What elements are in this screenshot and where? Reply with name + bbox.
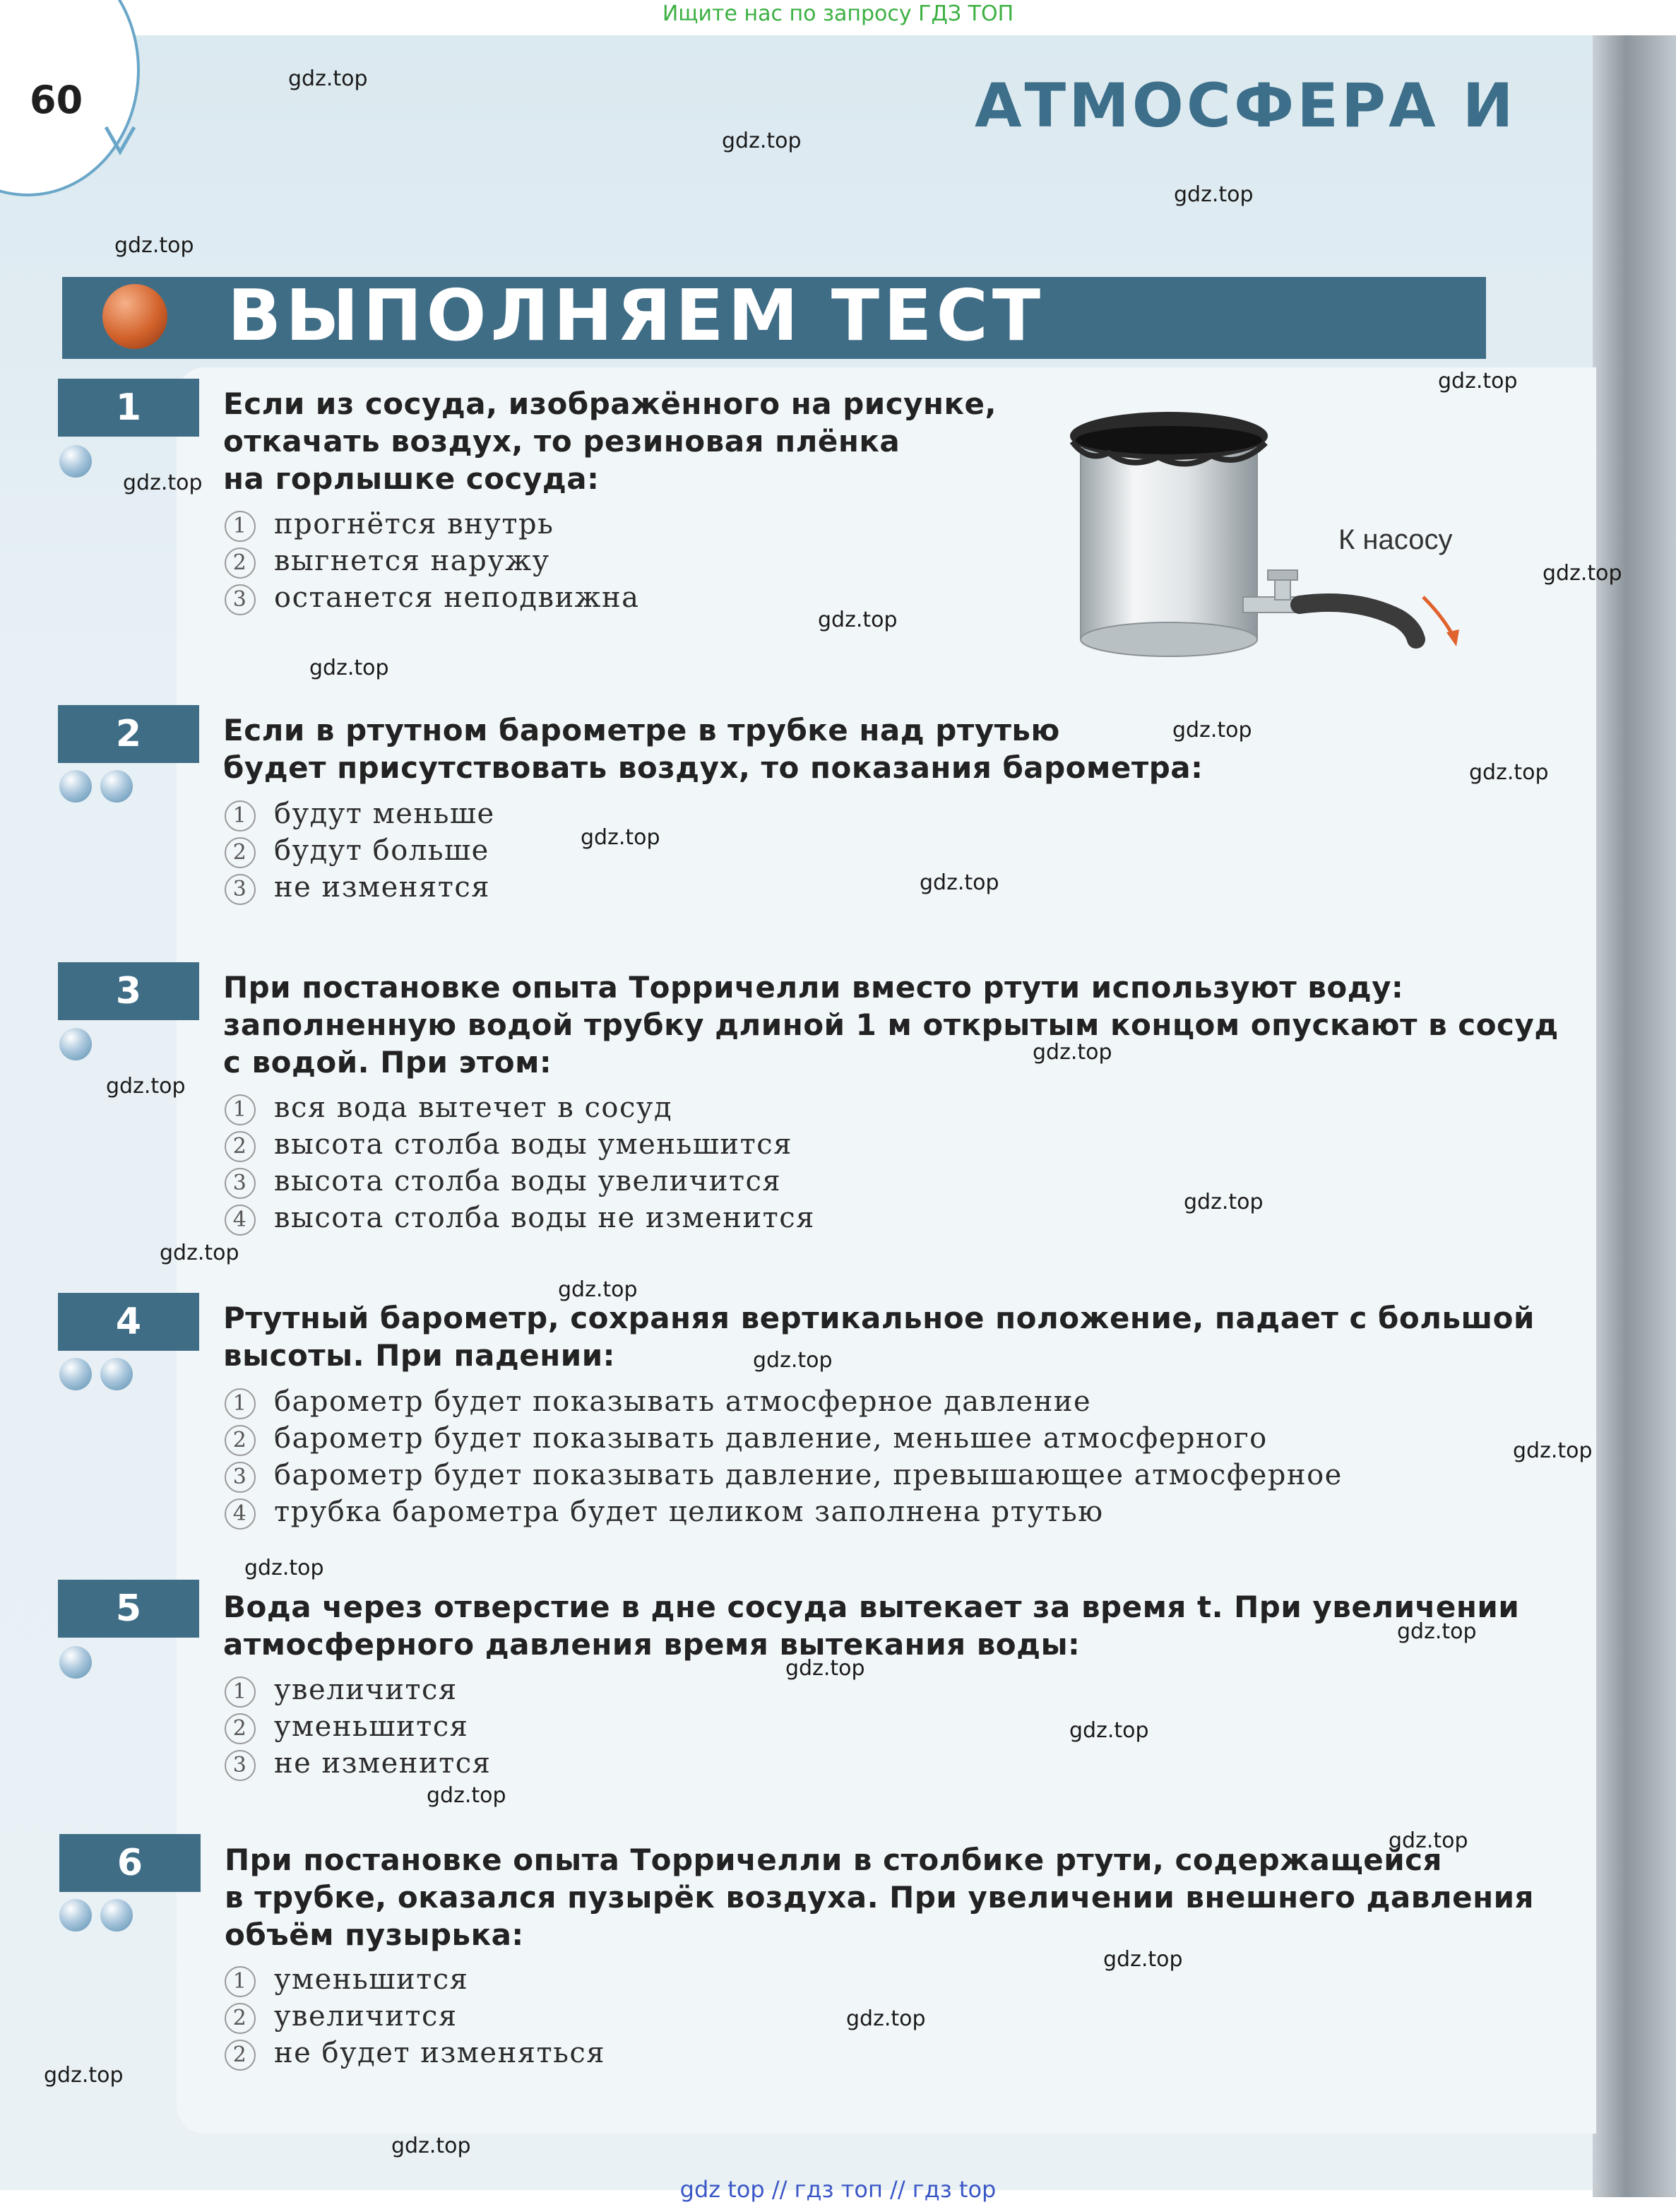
question-line: При постановке опыта Торричелли в столбике ртути, содержащейся	[225, 1843, 1443, 1877]
watermark: gdz.top	[1389, 1828, 1468, 1853]
option-number: 4	[225, 1205, 256, 1236]
option-text: высота столба воды уменьшится	[274, 1128, 792, 1161]
option-number: 3	[225, 874, 256, 905]
watermark: gdz.top	[1543, 561, 1622, 586]
option-text: барометр будет показывать атмосферное давление	[274, 1385, 1092, 1418]
question-line: заполненную водой трубку длиной 1 м открытым концом опускают в сосуд	[223, 1007, 1559, 1042]
question-text	[223, 1588, 1519, 1663]
question-line: высоты. При падении:	[223, 1338, 615, 1373]
option-number: 2	[225, 2040, 256, 2071]
answer-options	[225, 1089, 815, 1236]
answer-options	[225, 1961, 605, 2071]
option-text: вся вода вытечет в сосуд	[274, 1092, 673, 1124]
option-number: 2	[225, 1713, 256, 1744]
difficulty-dot-icon	[59, 1028, 92, 1060]
option-text: будут больше	[274, 834, 489, 867]
watermark: gdz.top	[1438, 369, 1518, 394]
watermark: gdz.top	[244, 1556, 324, 1580]
answer-option[interactable]	[225, 1961, 605, 1998]
answer-option[interactable]	[225, 1745, 491, 1782]
question-line: с водой. При этом:	[223, 1045, 552, 1080]
watermark: gdz.top	[1513, 1438, 1593, 1463]
watermark: gdz.top	[106, 1074, 186, 1099]
difficulty-dot-icon	[100, 1899, 133, 1932]
watermark: gdz.top	[309, 656, 389, 680]
option-number: 2	[225, 837, 256, 868]
difficulty-dot-icon	[100, 1358, 133, 1390]
watermark: gdz.top	[391, 2134, 471, 2158]
option-text: уменьшится	[274, 1963, 469, 1996]
watermark: gdz.top	[753, 1348, 833, 1373]
watermark: gdz.top	[1397, 1619, 1477, 1644]
option-number: 1	[225, 800, 256, 832]
question-text	[223, 1299, 1535, 1374]
watermark: gdz.top	[288, 66, 368, 91]
watermark: gdz.top	[785, 1656, 865, 1681]
watermark: gdz.top	[846, 2006, 926, 2031]
option-number: 3	[225, 584, 256, 615]
corner-arrow-icon	[99, 120, 141, 162]
question-number: 5	[58, 1580, 199, 1638]
question-text	[223, 385, 997, 497]
question-line: объём пузырька:	[225, 1917, 524, 1952]
option-number: 2	[225, 2003, 256, 2034]
footer-links[interactable]: gdz top // гдз топ // гдз top	[679, 2176, 997, 2203]
option-number: 3	[225, 1168, 256, 1199]
difficulty-dot-icon	[59, 1899, 92, 1932]
difficulty-dot-icon	[59, 1358, 92, 1390]
question-number: 4	[58, 1293, 199, 1351]
question-line: на горлышке сосуда:	[223, 461, 600, 496]
option-number: 4	[225, 1498, 256, 1530]
question-number: 1	[58, 379, 199, 437]
answer-option[interactable]	[225, 1998, 605, 2035]
answer-option[interactable]	[225, 1383, 1343, 1420]
option-text: не будет изменяться	[274, 2037, 606, 2069]
watermark: gdz.top	[114, 233, 194, 258]
watermark: gdz.top	[722, 129, 802, 153]
question-line: Если из сосуда, изображённого на рисунке,	[223, 386, 997, 421]
difficulty-dot-icon	[59, 1646, 92, 1679]
answer-option[interactable]	[225, 1708, 491, 1745]
answer-option[interactable]	[225, 2035, 605, 2071]
answer-option[interactable]	[225, 832, 495, 869]
answer-option[interactable]	[225, 1126, 815, 1163]
answer-options	[225, 1672, 491, 1782]
option-text: высота столба воды увеличится	[274, 1165, 782, 1197]
answer-option[interactable]	[225, 543, 639, 579]
question-line: атмосферного давления время вытекания воды:	[223, 1627, 1081, 1662]
option-text: не изменятся	[274, 871, 490, 904]
answer-option[interactable]	[225, 1457, 1343, 1494]
answer-option[interactable]	[225, 1494, 1343, 1530]
question-line: откачать воздух, то резиновая плёнка	[223, 424, 901, 459]
answer-option[interactable]	[225, 869, 495, 906]
option-number: 1	[225, 1966, 256, 1997]
option-number: 2	[225, 548, 256, 579]
difficulty-dot-icon	[59, 445, 92, 478]
option-text: выгнется наружу	[274, 545, 550, 577]
answer-option[interactable]	[225, 1163, 815, 1200]
question-line: При постановке опыта Торричелли вместо ртути используют воду:	[223, 970, 1404, 1005]
watermark: gdz.top	[1469, 760, 1549, 785]
difficulty-dot-icon	[59, 770, 92, 803]
question-number: 2	[58, 705, 199, 763]
answer-option[interactable]	[225, 1089, 815, 1126]
watermark: gdz.top	[558, 1277, 638, 1302]
option-text: будут меньше	[274, 798, 495, 830]
pump-label: К насосу	[1338, 524, 1453, 555]
answer-option[interactable]	[225, 1672, 491, 1708]
option-number: 1	[225, 511, 256, 542]
option-text: барометр будет показывать давление, превышающее атмосферное	[274, 1459, 1343, 1491]
option-text: не изменится	[274, 1747, 492, 1780]
option-number: 3	[225, 1462, 256, 1493]
watermark: gdz.top	[1184, 1190, 1264, 1214]
answer-options	[225, 796, 495, 906]
answer-option[interactable]	[225, 1420, 1343, 1457]
page-number: 60	[30, 78, 83, 122]
option-text: уменьшится	[274, 1710, 469, 1743]
section-title: ВЫПОЛНЯЕМ ТЕСТ	[227, 274, 1045, 357]
option-text: трубка барометра будет целиком заполнена ртутью	[274, 1496, 1104, 1528]
watermark: gdz.top	[581, 825, 660, 850]
watermark: gdz.top	[1069, 1718, 1149, 1743]
question-number: 3	[58, 962, 199, 1020]
option-text: высота столба воды не изменится	[274, 1202, 815, 1234]
question-text	[223, 969, 1559, 1081]
answer-option[interactable]	[225, 796, 495, 832]
option-number: 3	[225, 1750, 256, 1781]
watermark: gdz.top	[818, 608, 898, 632]
option-number: 1	[225, 1094, 256, 1125]
option-text: прогнётся внутрь	[274, 508, 554, 540]
answer-options	[225, 506, 639, 616]
watermark: gdz.top	[1103, 1947, 1183, 1972]
question-line: будет присутствовать воздух, то показания барометра:	[223, 750, 1203, 785]
answer-option[interactable]	[225, 579, 639, 616]
watermark: gdz.top	[1174, 182, 1254, 207]
question-line: Если в ртутном барометре в трубке над ртутью	[223, 713, 1060, 747]
question-number: 6	[59, 1834, 201, 1892]
difficulty-dot-icon	[100, 770, 133, 803]
top-search-banner[interactable]: Ищите нас по запросу ГДЗ ТОП	[662, 1, 1014, 26]
answer-option[interactable]	[225, 506, 639, 543]
chapter-title: АТМОСФЕРА И	[975, 71, 1516, 141]
page-edge-shadow	[1593, 35, 1676, 2197]
watermark: gdz.top	[427, 1783, 506, 1808]
option-number: 2	[225, 1425, 256, 1456]
answer-options	[225, 1383, 1343, 1530]
question-line: Вода через отверстие в дне сосуда вытекает за время t. При увеличении	[223, 1590, 1520, 1624]
watermark: gdz.top	[920, 870, 999, 895]
watermark: gdz.top	[1033, 1040, 1112, 1065]
question-text	[225, 1841, 1534, 1953]
option-text: увеличится	[274, 1674, 458, 1706]
option-text: останется неподвижна	[274, 581, 640, 614]
option-text: барометр будет показывать давление, меньшее атмосферного	[274, 1422, 1268, 1455]
question-line: в трубке, оказался пузырёк воздуха. При увеличении внешнего давления	[225, 1880, 1535, 1915]
section-ball-icon	[102, 284, 167, 349]
watermark: gdz.top	[160, 1241, 239, 1265]
watermark: gdz.top	[44, 2063, 124, 2088]
option-number: 1	[225, 1676, 256, 1708]
question-line: Ртутный барометр, сохраняя вертикальное положение, падает с большой	[223, 1301, 1535, 1335]
pump-tube	[1300, 603, 1416, 639]
question-text	[223, 711, 1203, 786]
watermark: gdz.top	[123, 471, 203, 495]
option-text: увеличится	[274, 2000, 458, 2033]
option-number: 1	[225, 1388, 256, 1419]
option-number: 2	[225, 1131, 256, 1162]
answer-option[interactable]	[225, 1200, 815, 1236]
watermark: gdz.top	[1172, 718, 1252, 743]
